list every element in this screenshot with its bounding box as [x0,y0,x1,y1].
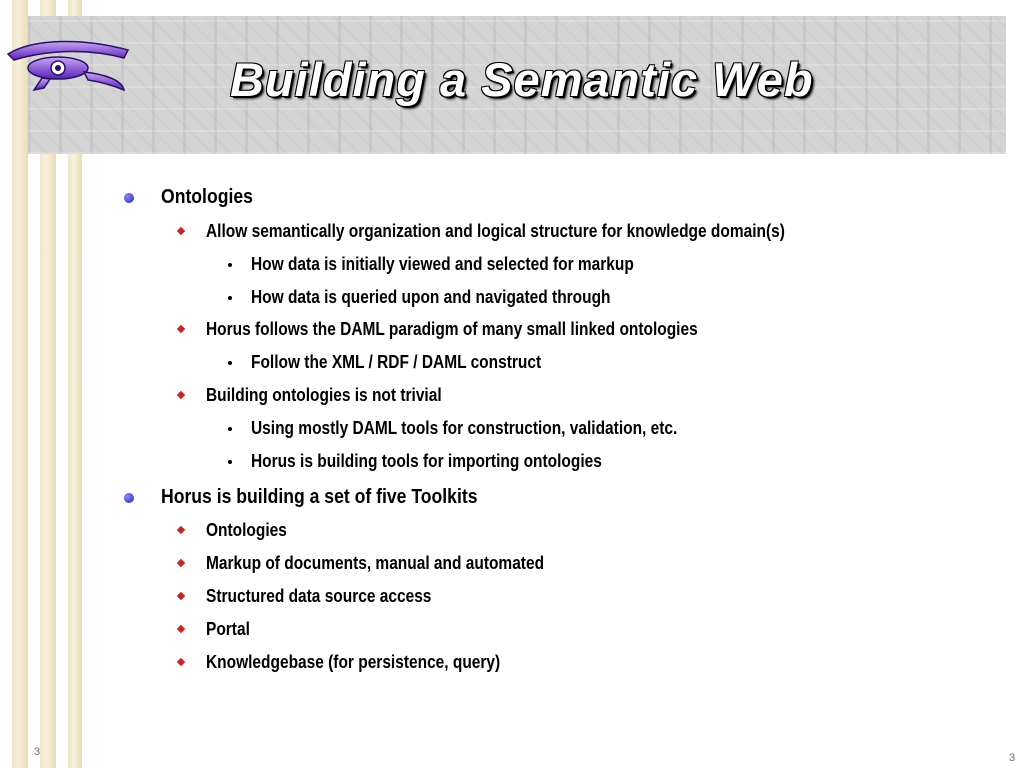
outline-item: Ontologies [206,520,287,540]
outline-subitem: How data is queried upon and navigated through [251,287,611,307]
level3-bullet-icon [228,361,232,365]
outline-heading-ontologies: Ontologies [161,186,253,208]
outline-heading-toolkits: Horus is building a set of five Toolkits [161,486,478,508]
outline-item: Knowledgebase (for persistence, query) [206,652,501,672]
level1-bullet-icon [124,193,134,203]
level2-bullet-icon [177,559,185,567]
level2-bullet-icon [177,526,185,534]
level2-bullet-icon [177,227,185,235]
level1-bullet-icon [124,493,134,503]
outline-item: Structured data source access [206,586,432,606]
slide-number-left: 3 [34,746,41,758]
slide-number-right: 3 [1009,752,1016,764]
level3-bullet-icon [228,263,232,267]
slide-title: Building a Semantic Web [230,53,814,106]
level2-bullet-icon [177,658,185,666]
level3-bullet-icon [228,460,232,464]
outline-item: Markup of documents, manual and automated [206,553,545,573]
level2-bullet-icon [177,325,185,333]
level3-bullet-icon [228,296,232,300]
outline-subitem: How data is initially viewed and selected for markup [251,254,634,274]
level2-bullet-icon [177,391,185,399]
outline-subitem: Follow the XML / RDF / DAML construct [251,352,542,372]
level3-bullet-icon [228,427,232,431]
outline-item: Horus follows the DAML paradigm of many small linked ontologies [206,319,698,339]
outline-item: Building ontologies is not trivial [206,385,442,405]
outline-item: Portal [206,619,250,639]
outline-item: Allow semantically organization and logical structure for knowledge domain(s) [206,221,785,241]
outline-subitem: Horus is building tools for importing ontologies [251,451,602,471]
outline-subitem: Using mostly DAML tools for construction, validation, etc. [251,418,678,438]
level2-bullet-icon [177,625,185,633]
level2-bullet-icon [177,592,185,600]
